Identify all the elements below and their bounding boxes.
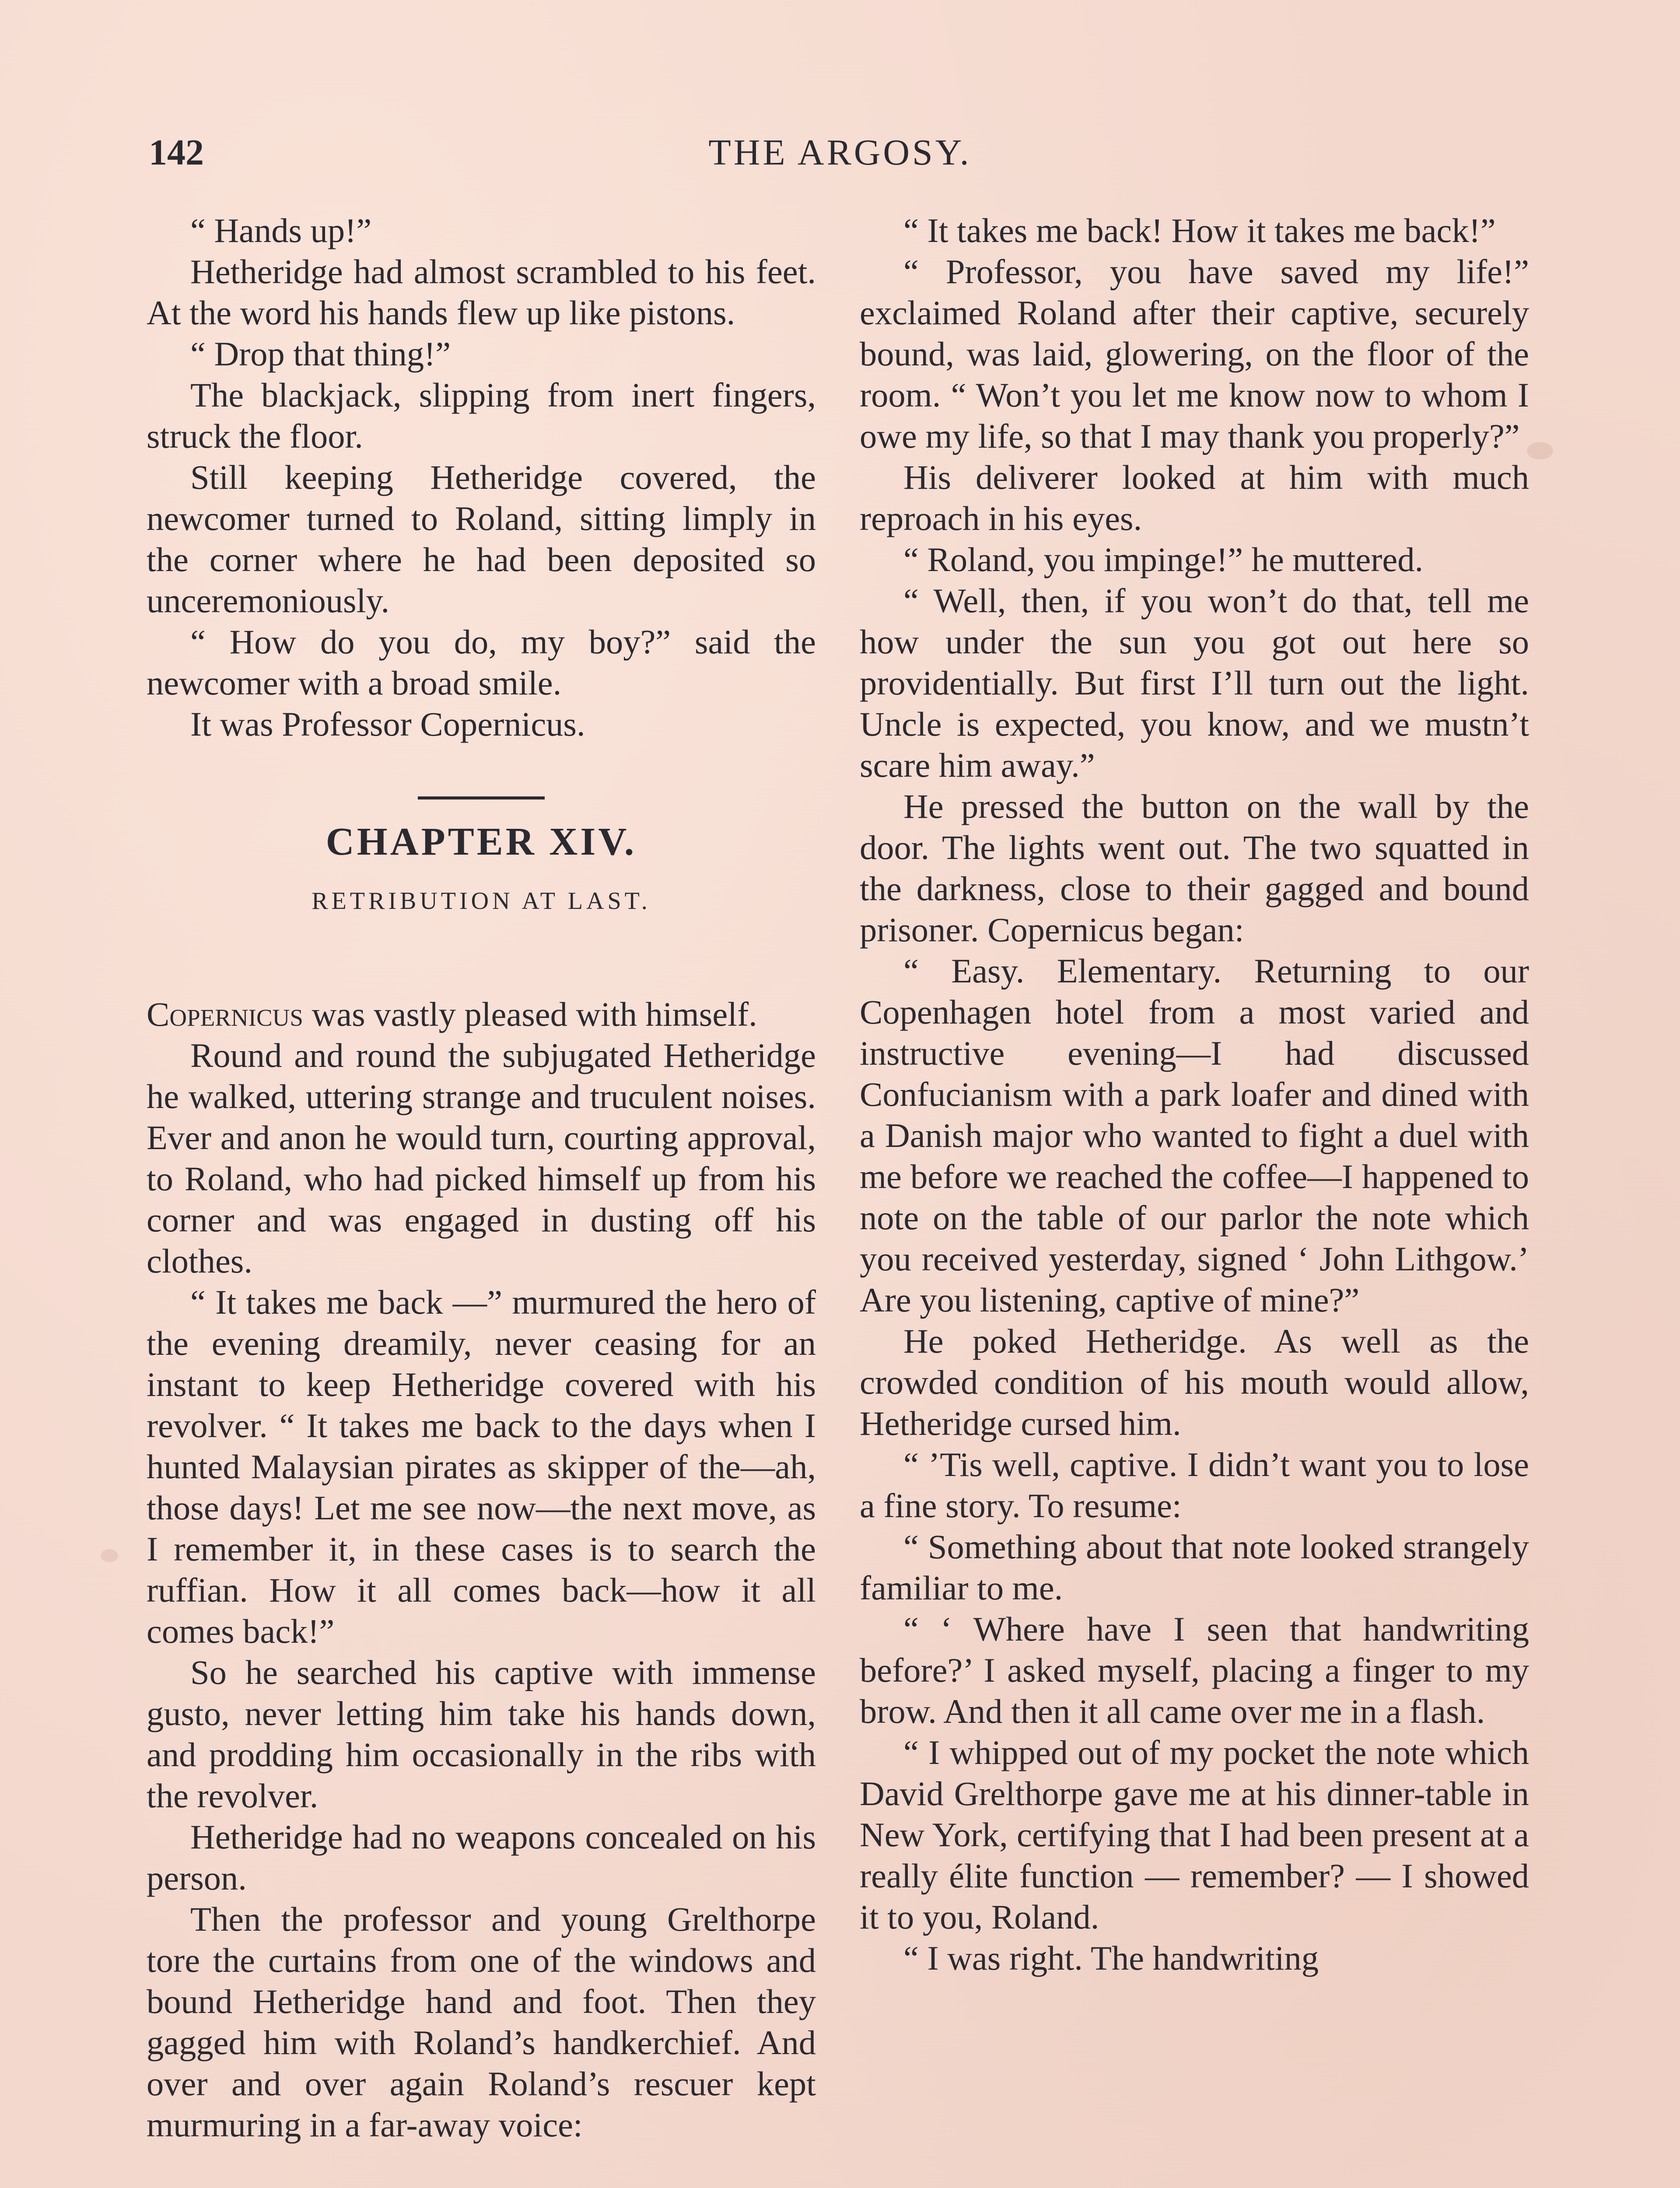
paragraph: “ ’Tis well, captive. I didn’t want you to lose a fine story. To resume: — [860, 1445, 1529, 1525]
paragraph: “ ‘ Where have I seen that handwriting before?’ I asked myself, placing a finger to my brow. And then it all came over me in a flash. — [860, 1610, 1529, 1730]
paragraph: He poked Hetheridge. As well as the crowded condition of his mouth would allow, Hetheridge cursed him. — [860, 1322, 1529, 1442]
paragraph: “ Hands up!” — [190, 211, 372, 249]
paragraph: Still keeping Hetheridge covered, the newcomer turned to Roland, sitting limply in the corner where he had been deposited so unceremoniously. — [147, 458, 816, 620]
running-head: THE ARGOSY. — [708, 132, 972, 173]
paragraph: “ Roland, you impinge!” he muttered. — [903, 540, 1424, 579]
opening-word: Copernicus — [147, 995, 303, 1033]
paragraph: Hetheridge had almost scrambled to his feet. At the word his hands flew up like pistons. — [147, 252, 816, 332]
paragraph: His deliverer looked at him with much reproach in his eyes. — [860, 458, 1529, 537]
paragraph: “ I was right. The handwriting — [903, 1939, 1319, 1977]
paragraph: He pressed the button on the wall by the door. The lights went out. The two squatted in the darkness, close to their gagged and bound prisoner. Copernicus began: — [860, 787, 1529, 949]
paragraph: “ Professor, you have saved my life!” exclaimed Roland after their captive, securely bound, was laid, glowering, on the floor of the room. “ Won’t you let me know now to whom I owe my life, so that I may thank you properly?” — [860, 252, 1529, 455]
chapter-title: CHAPTER XIV. — [326, 820, 637, 863]
paragraph: “ How do you do, my boy?” said the newcomer with a broad smile. — [147, 623, 816, 702]
right-column — [860, 210, 1529, 1979]
paragraph: “ Something about that note looked strangely familiar to me. — [860, 1528, 1529, 1607]
paragraph: “ Well, then, if you won’t do that, tell me how under the sun you got out here so providentially. But first I’ll turn out the light. Uncle is expected, you know, and we mustn’t scare him away.” — [860, 582, 1529, 784]
left-column — [147, 210, 816, 2146]
paper-stain — [101, 1549, 118, 1562]
paragraph: So he searched his captive with immense gusto, never letting him take his hands down, and prodding him occasionally in the ribs with the revolver. — [147, 1653, 816, 1815]
paragraph: It was Professor Copernicus. — [190, 705, 585, 743]
paper-stain — [1527, 442, 1553, 459]
paragraph: Hetheridge had no weapons concealed on his person. — [147, 1818, 816, 1897]
opening-text: was vastly pleased with himself. — [303, 995, 757, 1033]
page-number: 142 — [149, 132, 204, 173]
paragraph: “ Drop that thing!” — [190, 335, 451, 373]
chapter-opening-paragraph — [147, 953, 816, 1035]
paragraph: “ It takes me back —” murmured the hero of the evening dreamily, never ceasing for an instant to keep Hetheridge covered with his revolver. “ It takes me back to the days when I hunted Malaysian pirates as skipper of the—ah, those days! Let me see now—the next move, as I remember it, in these cases is to search the ruffian. How it all comes back—how it all comes back!” — [147, 1283, 816, 1650]
paragraph: Then the professor and young Grelthorpe tore the curtains from one of the windows and bound Hetheridge hand and foot. Then they gagged him with Roland’s handkerchief. And over and over again Roland’s rescuer kept murmuring in a far-away voice: — [147, 1900, 816, 2144]
paragraph: “ It takes me back! How it takes me back!” — [903, 211, 1496, 249]
paragraph: Round and round the subjugated Hetheridge he walked, uttering strange and truculent noises. Ever and anon he would turn, courting approval, to Roland, who had picked himself up from his corner and was engaged in dusting off his clothes. — [147, 1036, 816, 1280]
paragraph: “ I whipped out of my pocket the note which David Grelthorpe gave me at his dinner-table in New York, certifying that I had been present at a really élite function — remember? — I showed it to you, Roland. — [860, 1733, 1529, 1936]
paragraph: The blackjack, slipping from inert fingers, struck the floor. — [147, 376, 816, 455]
chapter-subtitle: RETRIBUTION AT LAST. — [312, 887, 651, 915]
paragraph: “ Easy. Elementary. Returning to our Copenhagen hotel from a most varied and instructive evening—I had discussed Confucianism with a park loafer and dined with a Danish major who wanted to fight a duel with me before we reached the coffee—I happened to note on the table of our parlor the note which you received yesterday, signed ‘ John Lithgow.’ Are you listening, captive of mine?” — [860, 952, 1529, 1319]
page-header — [149, 127, 1531, 193]
section-divider — [418, 796, 545, 799]
